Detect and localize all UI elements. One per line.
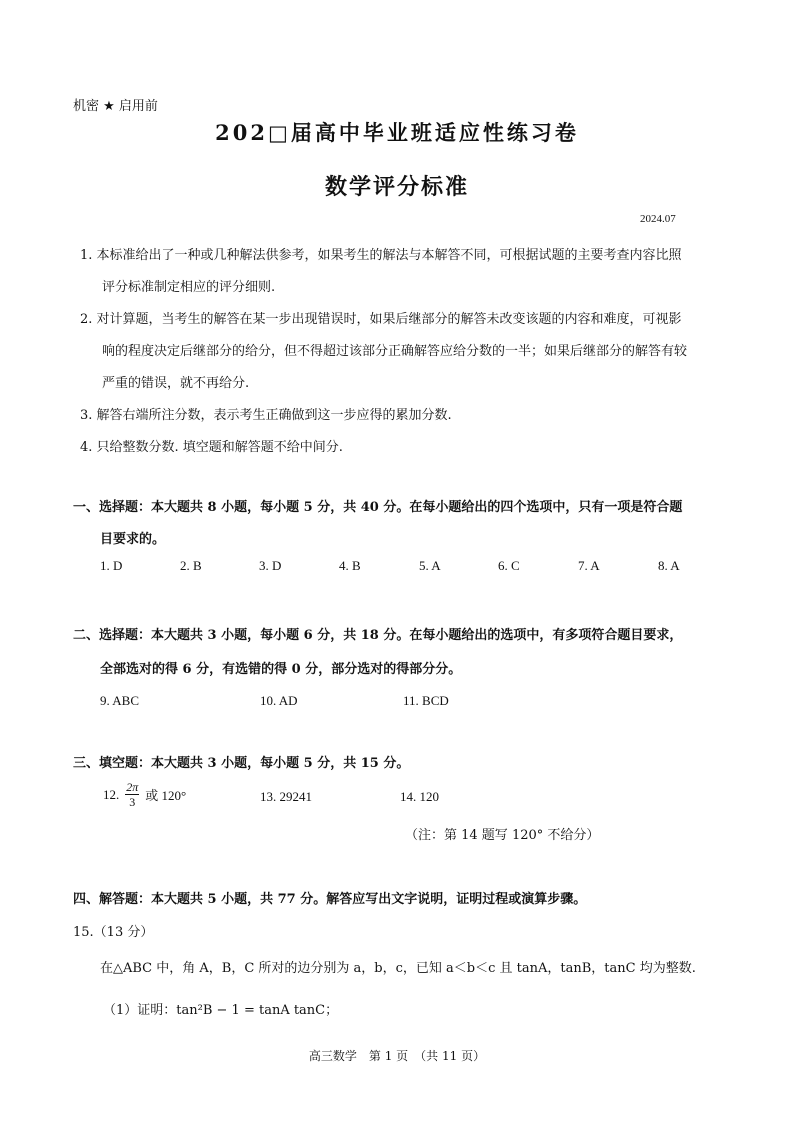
answer-6: 6. C	[498, 558, 520, 573]
answer-13: 13. 29241	[260, 789, 312, 804]
note-3: 3. 解答右端所注分数，表示考生正确做到这一步应得的累加分数.	[80, 408, 452, 423]
answer-12-label: 12.	[103, 786, 120, 802]
note-1-line-1: 1. 本标准给出了一种或几种解法供参考，如果考生的解法与本解答不同，可根据试题的主要考查内容比照	[80, 248, 682, 263]
answer-12-fraction	[125, 780, 139, 809]
section-2-heading-line-1: 二、选择题：本大题共 3 小题，每小题 6 分，共 18 分。在每小题给出的选项中，有多项符合题目要求，	[73, 628, 683, 643]
note-2-line-1: 2. 对计算题，当考生的解答在某一步出现错误时，如果后继部分的解答未改变该题的内容和难度，可视影	[80, 312, 682, 327]
answer-14: 14. 120	[400, 789, 439, 804]
answer-11: 11. BCD	[403, 693, 449, 708]
answer-1: 1. D	[100, 558, 123, 573]
question-15-label: 15.（13 分）	[73, 925, 154, 940]
answer-14-note: （注：第 14 题写 120° 不给分）	[405, 828, 600, 843]
answer-12-rest: 或 120°	[145, 788, 187, 803]
answer-3: 3. D	[259, 558, 282, 573]
page-footer: 高三数学 第 1 页 （共 11 页）	[308, 1049, 486, 1063]
fraction-denominator: 3	[129, 795, 136, 809]
answer-9: 9. ABC	[100, 693, 140, 708]
document-subtitle: 数学评分标准	[324, 174, 469, 200]
answer-12	[103, 780, 186, 809]
fraction-numerator: 2π	[126, 780, 139, 794]
section-1-heading-line-1: 一、选择题：本大题共 8 小题，每小题 5 分，共 40 分。在每小题给出的四个选项中，只有一项是符合题	[73, 500, 683, 515]
answer-8: 8. A	[658, 558, 680, 573]
note-2-line-2: 响的程度决定后继部分的给分，但不得超过该部分正确解答应给分数的一半；如果后继部分的解答有较	[102, 344, 688, 359]
note-2-line-3: 严重的错误，就不再给分.	[102, 376, 250, 391]
section-3-heading: 三、填空题：本大题共 3 小题，每小题 5 分，共 15 分。	[73, 756, 410, 771]
answer-10: 10. AD	[260, 693, 298, 708]
exam-title: 202□届高中毕业班适应性练习卷	[215, 120, 579, 145]
confidential-label: 机密 ★ 启用前	[73, 99, 158, 114]
answer-7: 7. A	[578, 558, 600, 573]
section-1-heading-line-2: 目要求的。	[100, 532, 166, 547]
section-4-heading: 四、解答题：本大题共 5 小题，共 77 分。解答应写出文字说明，证明过程或演算步骤。	[73, 892, 587, 907]
section-2-heading-line-2: 全部选对的得 6 分，有选错的得 0 分，部分选对的得部分分。	[100, 662, 462, 677]
note-1-line-2: 评分标准制定相应的评分细则.	[102, 280, 276, 295]
question-15-stem: 在△ABC 中，角 A，B，C 所对的边分别为 a，b，c，已知 a＜b＜c 且 tanA，tanB，tanC 均为整数.	[100, 961, 696, 976]
note-4: 4. 只给整数分数. 填空题和解答题不给中间分.	[80, 440, 343, 455]
document-date: 2024.07	[640, 213, 676, 225]
answer-5: 5. A	[419, 558, 441, 573]
question-15-part-1: （1）证明：tan²B − 1 = tanA tanC；	[103, 1003, 339, 1018]
answer-4: 4. B	[339, 558, 361, 573]
answer-2: 2. B	[180, 558, 202, 573]
